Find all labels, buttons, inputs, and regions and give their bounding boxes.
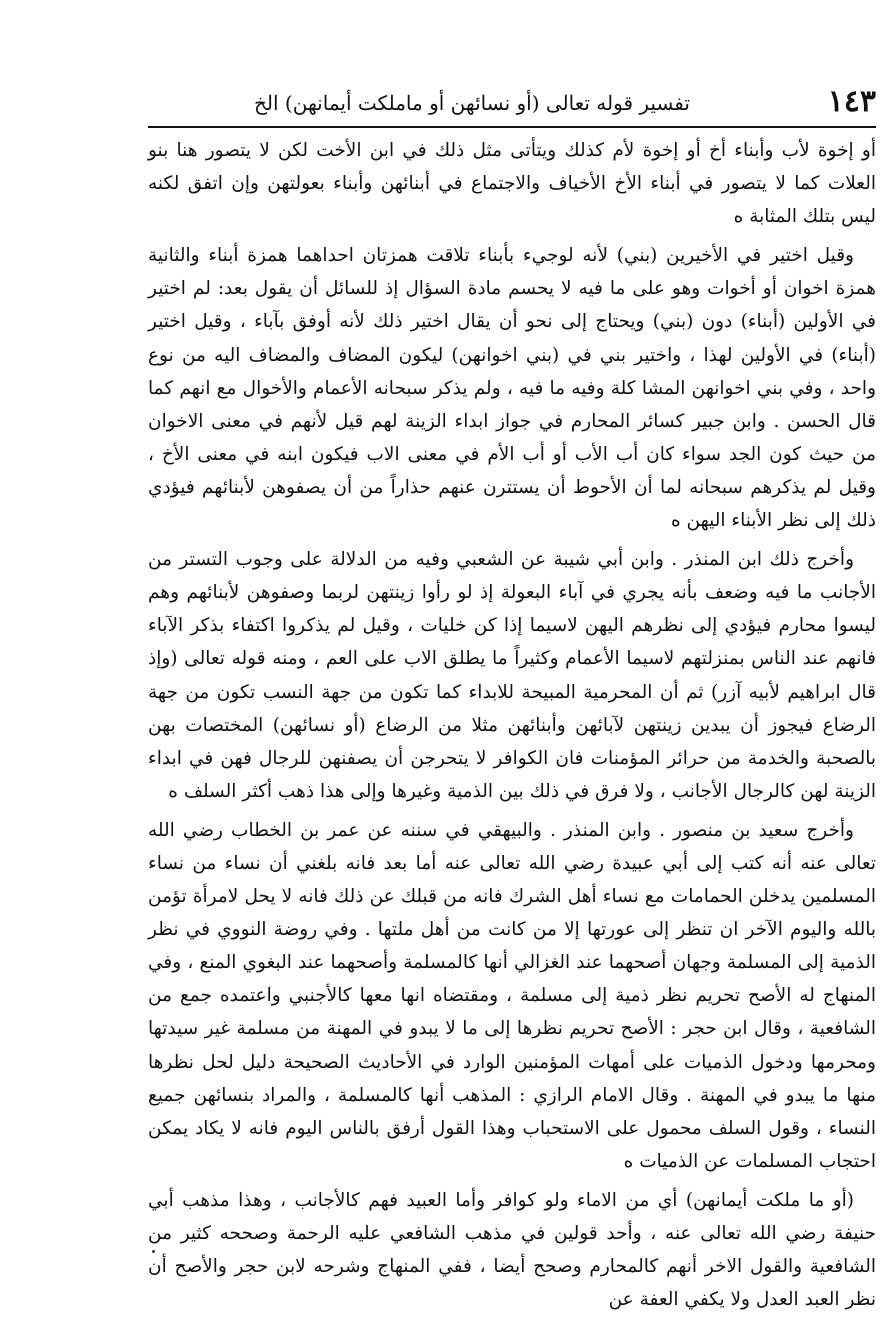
page-number: ١٤٣ [827, 84, 876, 119]
paragraph: وأخرج ذلك ابن المنذر . وابن أبي شيبة عن الشعبي وفيه من الدلالة على وجوب التستر من الأجانب ما فيه وضعف بأنه يجري في آباء البعولة إذ لو رأوا زينتهن لربما وصفوهن لأبنائهم وهم ليسوا محارم فيؤدي إلى نظرهم اليهن لاسيما إذا كن خليات ، وقيل لم يذكروا اكتفاء بذكر الآباء فانهم عند الناس بمنزلتهم لاسيما الأعمام وكثيراً ما يطلق الاب على العم ، ومنه قوله تعالى (وإذ قال ابراهيم لأبيه آزر) ثم أن المحرمية المبيحة للابداء كما تكون من جهة النسب تكون من جهة الرضاع فيجوز أن يبدين زينتهن لآبائهن وأبنائهن مثلا من الرضاع (أو نسائهن) المختصات بهن بالصحبة والخدمة من حرائر المؤمنات فان الكوافر لا يتحرجن أن يصفنهن للرجال فهن في ابداء الزينة لهن كالرجال الأجانب ، ولا فرق في ذلك بين الذمية وغيرها وإلى هذا ذهب أكثر السلف ه [148, 549, 876, 802]
paragraph: (أو ما ملكت أيمانهن) أي من الاماء ولو كوافر وأما العبيد فهم كالأجانب ، وهذا مذهب أبي حنيفة رضي الله تعالى عنه ، وأحد قولين في مذهب الشافعي عليه الرحمة وصححه كثير من الشافعية والقول الاخر أنهم كالمحارم وصحح أيضا ، ففي المنهاج وشرحه لابن حجر والأصح أن نظر العبد العدل ولا يكفي العفة عن [148, 1189, 876, 1311]
paragraph: أو إخوة لأب وأبناء أخ أو إخوة لأم كذلك ويتأتى مثل ذلك في ابن الأخت لكن لا يتصور هنا بنو العلات كما لا يتصور في أبناء الأخ الأخياف والاجتماع في أبنائهن وأبناء بعولتهن وإن اتفق لكنه ليس بتلك المثابة ه [148, 140, 876, 228]
paragraph: وأخرج سعيد بن منصور . وابن المنذر . والبيهقي في سننه عن عمر بن الخطاب رضي الله تعالى عنه أنه كتب إلى أبي عبيدة رضي الله تعالى عنه أما بعد فانه بلغني أن نساء من نساء المسلمين يدخلن الحمامات مع نساء أهل الشرك فانه من قبلك عن ذلك فانه لا يحل لامرأة تؤمن بالله واليوم الآخر ان تنظر إلى عورتها إلا من كانت من أهل ملتها . وفي روضة النووي في نظر الذمية إلى المسلمة وجهان أصحهما عند الغزالي أنها كالمسلمة وأصحهما عند البغوي المنع ، وفي المنهاج له الأصح تحريم نظر ذمية إلى مسلمة ، ومقتضاه انها معها كالأجنبي واعتمده جمع من الشافعية ، وقال ابن حجر : الأصح تحريم نظرها إلى ما لا يبدو في المهنة من مسلمة غير سيدتها ومحرمها ودخول الذميات على أمهات المؤمنين الوارد في الأحاديث الصحيحة دليل لحل نظرها منها ما يبدو في المهنة . وقال الامام الرازي : المذهب أنها كالمسلمة ، والمراد بنسائهن جميع النساء ، وقول السلف محمول على الاستحباب وهذا القول أرفق بالناس اليوم فانه لا يكاد يمكن احتجاب المسلمات عن الذميات ه [148, 819, 876, 1172]
page-header [148, 80, 876, 124]
stray-mark [152, 1250, 155, 1253]
body-text [148, 134, 876, 1322]
header-rule [148, 126, 876, 128]
paragraph: وقيل اختير في الأخيرين (بني) لأنه لوجيء بأبناء تلاقت همزتان احداهما همزة أبناء والثانية همزة اخوان أو أخوات وهو على ما فيه لا يحسم مادة السؤال إذ للسائل أن يقول بعد: لم اختير في الأولين (أبناء) دون (بني) ويحتاج إلى نحو أن يقال اختير ذلك لأنه أوفق بآباء ، وقيل اختير (أبناء) في الأولين لهذا ، واختير بني في (بني اخوانهن) ليكون المضاف والمضاف اليه من نوع واحد ، وفي بني اخوانهن المشا كلة وفيه ما فيه ، ولم يذكر سبحانه الأعمام والأخوال مع انهم كما قال الحسن . وابن جبير كسائر المحارم في جواز ابداء الزينة لهم قيل لأنهم في معنى الاخوان من حيث كون الجد سواء كان أب الأب أو أب الأم في معنى الاب فيكون ابنه في معنى الأخ ، وقيل لم يذكرهم سبحانه لما أن الأحوط أن يستترن عنهم حذاراً من أن يصفوهن لأبنائهم فيؤدي ذلك إلى نظر الأبناء اليهن ه [148, 245, 876, 532]
running-title: تفسير قوله تعالى (أو نسائهن أو ماملكت أيمانهن) الخ [254, 91, 690, 115]
